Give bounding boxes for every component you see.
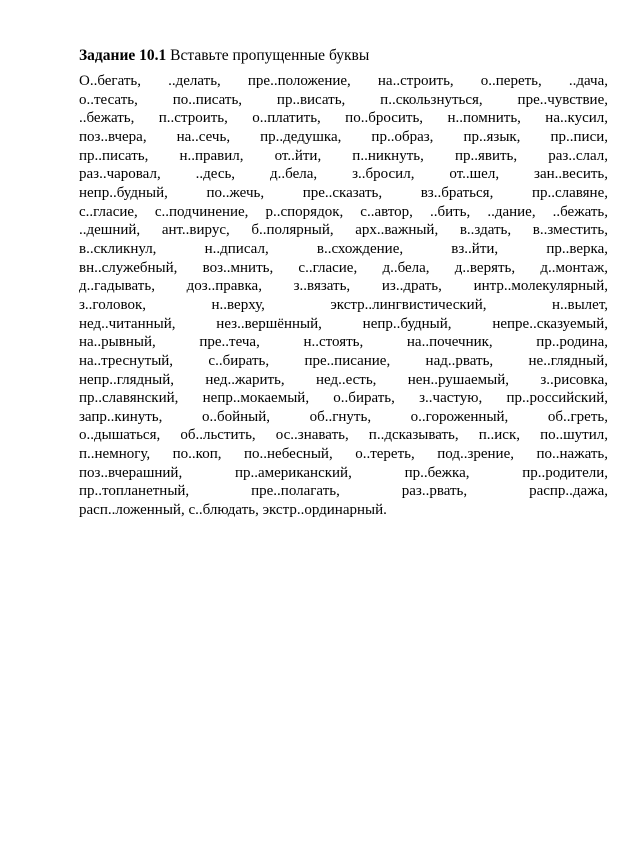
text-line: ..бежать, п..строить, о..платить, по..бросить, н..помнить, на..кусил, [79,110,608,127]
task-heading [79,46,608,65]
text-line: вн..служебный, воз..мнить, с..гласие, д..бела, д..верять, д..монтаж, [79,259,608,276]
text-line: нед..читанный, нез..вершённый, непр..будный, непре..сказуемый, [79,315,608,332]
text-line: на..треснутый, с..бирать, пре..писание, над..рвать, не..глядный, [79,352,608,369]
exercise-text [79,72,608,520]
text-line: запр..кинуть, о..бойный, об..гнуть, о..гороженный, об..греть, [79,408,608,425]
text-line: пр..славянский, непр..мокаемый, о..бирать, з..частую, пр..российский, [79,390,608,407]
task-label: Задание 10.1 [79,47,167,64]
text-line: о..тесать, по..писать, пр..висать, п..скользнуться, пре..чувствие, [79,91,608,108]
text-line: расп..ложенный, с..блюдать, экстр..ординарный. [79,502,387,519]
text-line: пр..топланетный, пре..полагать, раз..рвать, распр..дажа, [79,483,608,500]
text-line: ..дешний, ант..вирус, б..полярный, арх..важный, в..здать, в..зместить, [79,222,608,239]
text-line: поз..вчера, на..сечь, пр..дедушка, пр..образ, пр..язык, пр..писи, [79,128,608,145]
text-line: на..рывный, пре..теча, н..стоять, на..почечник, пр..родина, [79,334,608,351]
text-line: раз..чаровал, ..десь, д..бела, з..бросил, от..шел, зан..весить, [79,166,608,183]
text-line: непр..будный, по..жечь, пре..сказать, вз..браться, пр..славяне, [79,184,608,201]
text-line: пр..писать, н..правил, от..йти, п..никнуть, пр..явить, раз..слал, [79,147,608,164]
text-line: о..дышаться, об..льстить, ос..знавать, п..дсказывать, п..иск, по..шутил, [79,427,608,444]
document-page [79,46,608,520]
text-line: поз..вчерашний, пр..американский, пр..бежка, пр..родители, [79,464,608,481]
text-line: О..бегать, ..делать, пре..положение, на..строить, о..переть, ..дача, [79,73,608,89]
text-line: непр..глядный, нед..жарить, нед..есть, нен..рушаемый, з..рисовка, [79,371,608,388]
text-line: д..гадывать, доз..правка, з..вязать, из..драть, интр..молекулярный, [79,278,608,295]
text-line: с..гласие, с..подчинение, р..спорядок, с..автор, ..бить, ..дание, ..бежать, [79,203,608,220]
text-line: п..немногу, по..коп, по..небесный, о..тереть, под..зрение, по..нажать, [79,446,608,463]
text-line: в..скликнул, н..дписал, в..схождение, вз..йти, пр..верка, [79,240,608,257]
task-instruction: Вставьте пропущенные буквы [170,47,370,64]
text-line: з..головок, н..верху, экстр..лингвистический, н..вылет, [79,296,608,313]
